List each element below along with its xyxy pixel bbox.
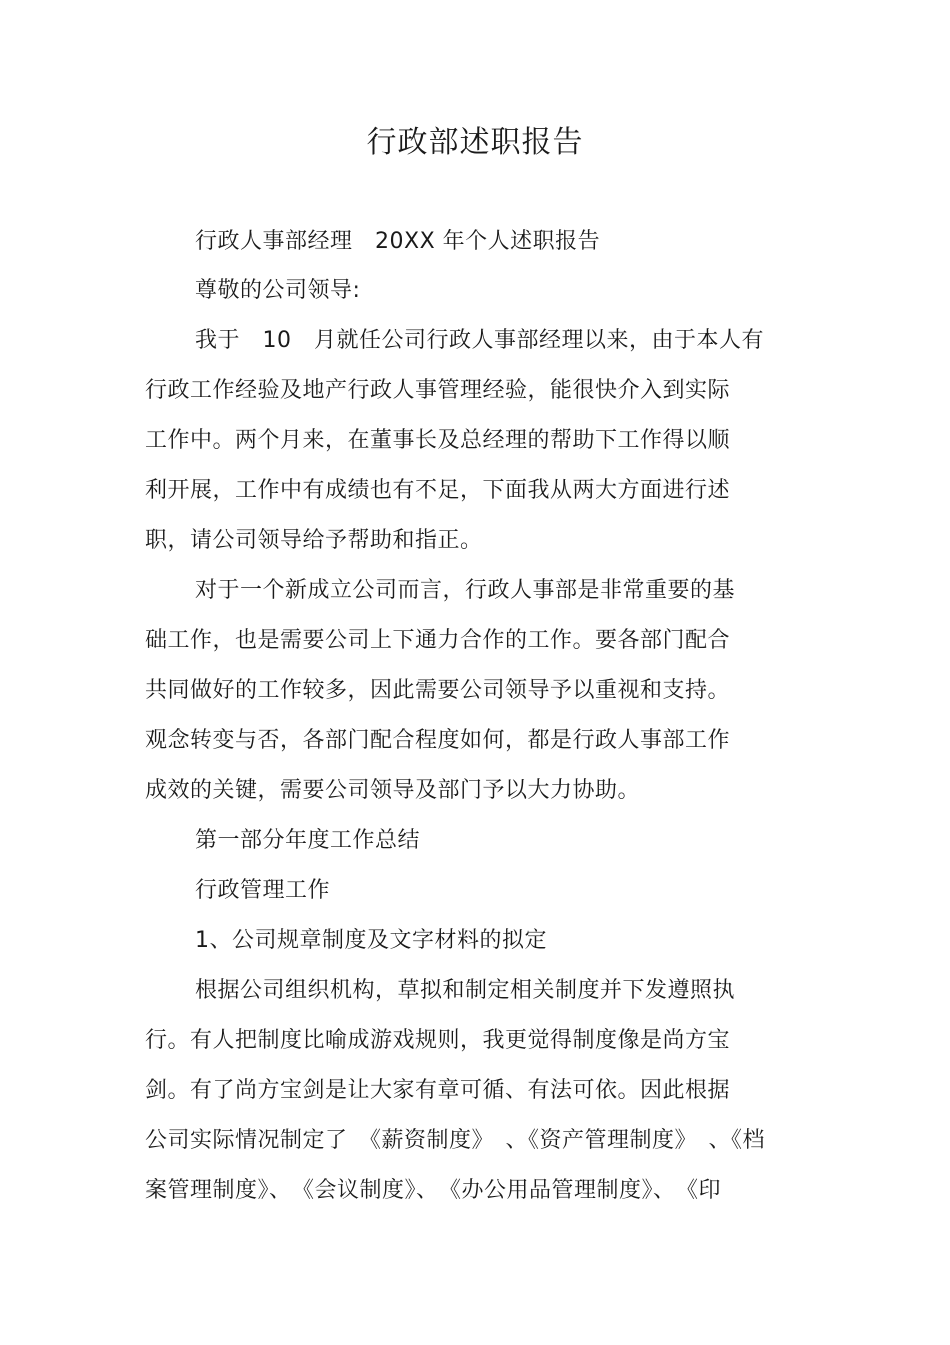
- paragraph-line: 对于一个新成立公司而言，行政人事部是非常重要的基: [195, 578, 736, 603]
- report-subtitle: 行政人事部经理 20XX 年个人述职报告: [195, 229, 601, 254]
- paragraph-line: 公司实际情况制定了 《薪资制度》 、《资产管理制度》 、《档: [145, 1128, 766, 1153]
- paragraph-line: 职，请公司领导给予帮助和指正。: [145, 528, 483, 553]
- paragraph-line: 剑。有了尚方宝剑是让大家有章可循、有法可依。因此根据: [145, 1078, 731, 1103]
- paragraph-line: 观念转变与否，各部门配合程度如何，都是行政人事部工作: [145, 728, 731, 753]
- paragraph-line: 根据公司组织机构，草拟和制定相关制度并下发遵照执: [195, 978, 736, 1003]
- paragraph-line: 行政工作经验及地产行政人事管理经验，能很快介入到实际: [145, 378, 731, 403]
- document-title: 行政部述职报告: [366, 125, 584, 160]
- subsection-heading: 行政管理工作: [195, 878, 331, 903]
- section-heading: 第一部分年度工作总结: [195, 828, 421, 853]
- paragraph-line: 成效的关键，需要公司领导及部门予以大力协助。: [145, 778, 641, 803]
- paragraph-line: 共同做好的工作较多，因此需要公司领导予以重视和支持。: [145, 678, 731, 703]
- paragraph-line: 我于 10 月就任公司行政人事部经理以来，由于本人有: [195, 328, 764, 353]
- paragraph-line: 工作中。两个月来，在董事长及总经理的帮助下工作得以顺: [145, 428, 731, 453]
- item-heading: 1、公司规章制度及文字材料的拟定: [195, 928, 547, 953]
- paragraph-line: 利开展，工作中有成绩也有不足，下面我从两大方面进行述: [145, 478, 731, 503]
- salutation: 尊敬的公司领导:: [195, 278, 361, 303]
- paragraph-line: 行。有人把制度比喻成游戏规则，我更觉得制度像是尚方宝: [145, 1028, 731, 1053]
- paragraph-line: 础工作，也是需要公司上下通力合作的工作。要各部门配合: [145, 628, 731, 653]
- paragraph-line: 案管理制度》、 《会议制度》、 《办公用品管理制度》、 《印: [145, 1178, 722, 1203]
